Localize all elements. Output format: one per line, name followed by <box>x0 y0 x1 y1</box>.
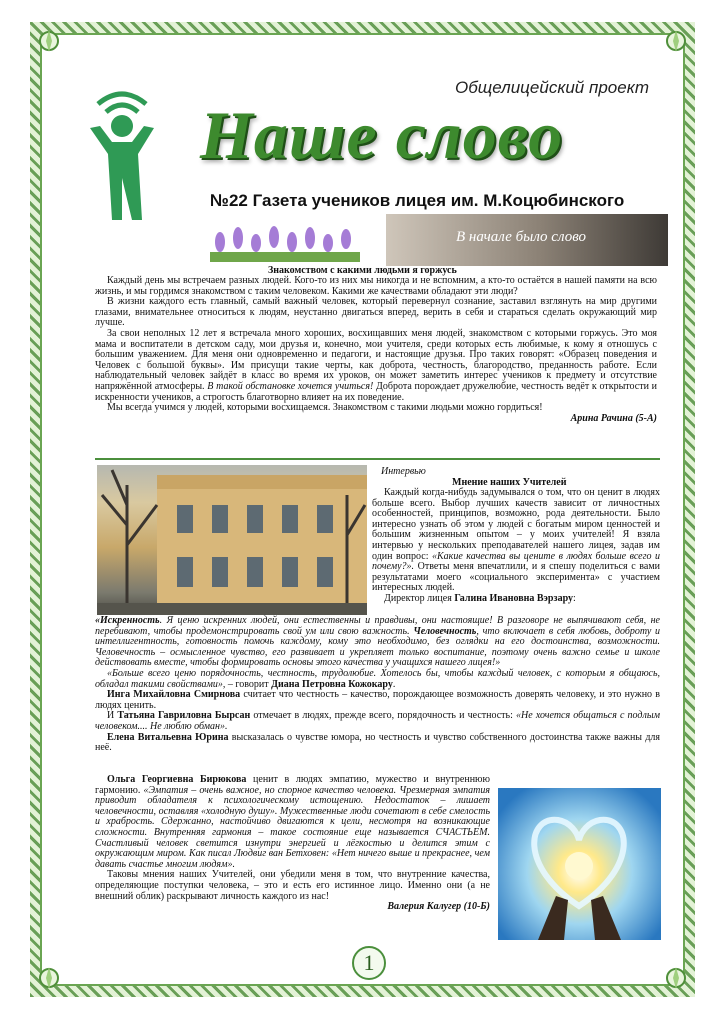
article1-paragraph <box>95 329 657 403</box>
banner-caption: В начале было слово <box>456 229 587 245</box>
article2-text: считает что честность – качество, порождающее возможность доверять человеку, и это нужно в людях ценить. <box>95 689 660 711</box>
article2-text: – говорит <box>227 678 269 690</box>
newspaper-masthead: Наше слово <box>200 97 564 173</box>
page-number: 1 <box>352 946 386 980</box>
article2-text: отмечает в людях, прежде всего, порядочность и честность: <box>253 710 513 722</box>
article1-paragraph: Каждый день мы встречаем разных людей. Кого-то из них мы никогда и не вспомним, а кто-то остаётся в нашей памяти на всю жизнь, и мы гордимся знакомством с таким человеком. Какими же качествами обладают эти люди? <box>95 275 657 297</box>
flower-corner-icon <box>32 961 66 995</box>
article1-italic: В такой обстановке хочется учиться! <box>207 380 374 392</box>
person-signal-logo-icon <box>86 82 158 222</box>
article2-paragraph <box>372 488 660 594</box>
article2-text: Каждый когда-нибудь задумывался о том, что он ценит в людях больше всего. Выбор лучших качеств зависит от личностных особенностей, принципов, возможно, рода деятельности. Было интересно узнать об этом у людей с богатым миром ценностей и большим жизненным опытом – у моих учителей! Я взяла интервью у нескольких преподавателей нашего лицея, задав им один вопрос: <box>372 487 660 562</box>
quote-text: «Эмпатия – очень важное, но спорное качество человека. Чрезмерная эмпатия приводит обладателя к психологическому истощению. Недостаток – лишает человечности, оставляя «холодную душу». Мужественные люди сочетают в себе смелость и храбрость. Сдержанно, настойчиво двигаются к цели, несмотря на возникающие сложности. Внутренняя гармония – такое состояние еще называется СЧАСТЬЕМ. Счастливый человек светится изнутри энергией и лёгкостью и делится этим с окружающим миром. Как писал Людвиг ван Бетховен: «Нет ничего выше и прекраснее, чем давать счастье многим людям». <box>95 784 490 870</box>
rubric-label: Интервью <box>381 466 426 477</box>
teacher-name: Диана Петровна Кожокару <box>271 678 393 690</box>
article1-body <box>95 276 657 424</box>
article2-paragraph: Таковы мнения наших Учителей, они убедили меня в том, что внутренние качества, определяющие поступки человека, – это и есть его истинное лицо. Именно они (а не внешний облик) раскрывают личность каждого из нас! <box>95 869 490 902</box>
teacher-name: Елена Витальевна Юрина <box>107 731 229 743</box>
crocus-flowers-image <box>210 222 360 262</box>
teacher-name: Галина Ивановна Вэрзару <box>454 592 573 604</box>
article2-paragraph <box>95 733 660 754</box>
issue-subtitle: №22 Газета учеников лицея им. М.Коцюбинского <box>210 191 625 210</box>
article1-text: Доброта порождает дружелюбие, честность ведёт к открытости и искренности учеников, а строгость благотворно влияет на их поведение. <box>95 380 658 403</box>
quote-text: «Не хочется общаться с подлым человеком.... Не люблю обман». <box>95 710 660 732</box>
article2-text: Директор лицея <box>384 592 452 604</box>
article2-text: высказалась о чувстве юмора, но честность и чувство собственного достоинства также важны для неё. <box>95 731 660 754</box>
quote-keyword: «Искренность <box>95 615 160 626</box>
flower-corner-icon <box>659 961 693 995</box>
quote-text: «Больше всего ценю порядочность, честность, трудолюбие. Хотелось бы, чтобы каждый человек, с которым я общаюсь, обладал такими свойствами», <box>95 667 660 690</box>
article2-conclusion <box>95 775 490 913</box>
article2-paragraph: «Больше всего ценю порядочность, честность, трудолюбие. Хотелось бы, чтобы каждый человек, с которым я общаюсь, обладал такими свойствами», – говорит Диана Петровна Кожокару. <box>95 667 660 690</box>
interview-question: «Какие качества вы цените в людях больше всего и почему?». <box>372 550 660 573</box>
article1-paragraph: В жизни каждого есть главный, самый важный человек, который перевернул сознание, заставил взглянуть на мир другими глазами, внимательнее относиться к людям, неустанно двигаться вперед, верить в себя и стараться сделать окружающий мир лучше. <box>95 296 657 329</box>
article2-text: Ответы меня впечатлили, и я спешу поделиться с вами результатами моего «социального эксперимента» с участием интересных людей. <box>372 561 660 594</box>
article2-paragraph <box>95 616 660 669</box>
teacher-name: Инга Михайловна Смирнова <box>107 689 241 701</box>
quote-text: , что включает в себя любовь, доброту и интеллигентность, готовность помочь каждому, кому это необходимо, без оглядки на его достоинства, возможности. Человечность – осмысленное чувство, его развивает и укрепляет только воспитание, поэтому очень важно семье и школе действовать вместе, чтобы формировать основы этого качества у учащихся нашего лицея!» <box>95 625 661 669</box>
article2-paragraph <box>95 711 660 732</box>
article2-text: ценит в людях эмпатию, мужество и внутреннюю гармонию. <box>95 774 491 796</box>
quote-keyword: Человечность <box>413 625 477 637</box>
flower-corner-icon <box>32 24 66 58</box>
article2-intro <box>372 488 660 605</box>
article2-quotes <box>95 616 660 754</box>
article1-paragraph: Мы всегда учимся у людей, которыми восхищаемся. Знакомством с такими людьми можно гордиться! <box>107 402 543 414</box>
section-divider <box>95 458 660 460</box>
lyceum-building-photo <box>97 465 367 615</box>
article1-text: За свои неполных 12 лет я встречала много хороших, восхищавших меня людей, знакомством с которыми горжусь. Это моя мама и воспитатели в детском саду, мои друзья и, конечно, мои учителя, среди которых есть любимые, к кому я отношусь с большим уважением. Для меня они одновременно и педагоги, и настоящие друзья. Про таких говорят: «Образец поведения и Человек с большой буквы». Им присущи такие черты, как доброта, честность, благородство, преданность работе. Если наблюдательный человек зайдёт в класс во время их уроков, он может заметить интерес учеников к предмету и отсутствие напряжённой атмосферы. <box>95 327 657 392</box>
article1-signature: Арина Рачина (5-А) <box>570 412 657 424</box>
article2-paragraph: Директор лицея Галина Ивановна Вэрзару: <box>384 592 576 604</box>
teacher-name: Татьяна Гавриловна Бырсан <box>117 710 251 722</box>
article2-paragraph <box>95 775 490 870</box>
quote-text: . Я ценю искренних людей, они естественны и правдивы, они настоящие! В разговоре не выпячивают себя, не перебивают, чтобы продемонстрировать свой ум или свою важность. <box>95 615 660 637</box>
article1-title: Знакомством с какими людьми я горжусь <box>268 265 457 276</box>
teacher-name: Ольга Георгиевна Бирюкова <box>107 774 247 785</box>
heart-hands-light-image <box>498 788 661 940</box>
flower-corner-icon <box>659 24 693 58</box>
article2-signature: Валерия Калугер (10-Б) <box>387 901 490 913</box>
project-label: Общелицейский проект <box>455 78 650 97</box>
article2-text: И <box>107 710 115 722</box>
article2-title: Мнение наших Учителей <box>452 477 567 488</box>
article2-paragraph <box>95 690 660 711</box>
quill-letter-banner-image <box>386 214 668 266</box>
